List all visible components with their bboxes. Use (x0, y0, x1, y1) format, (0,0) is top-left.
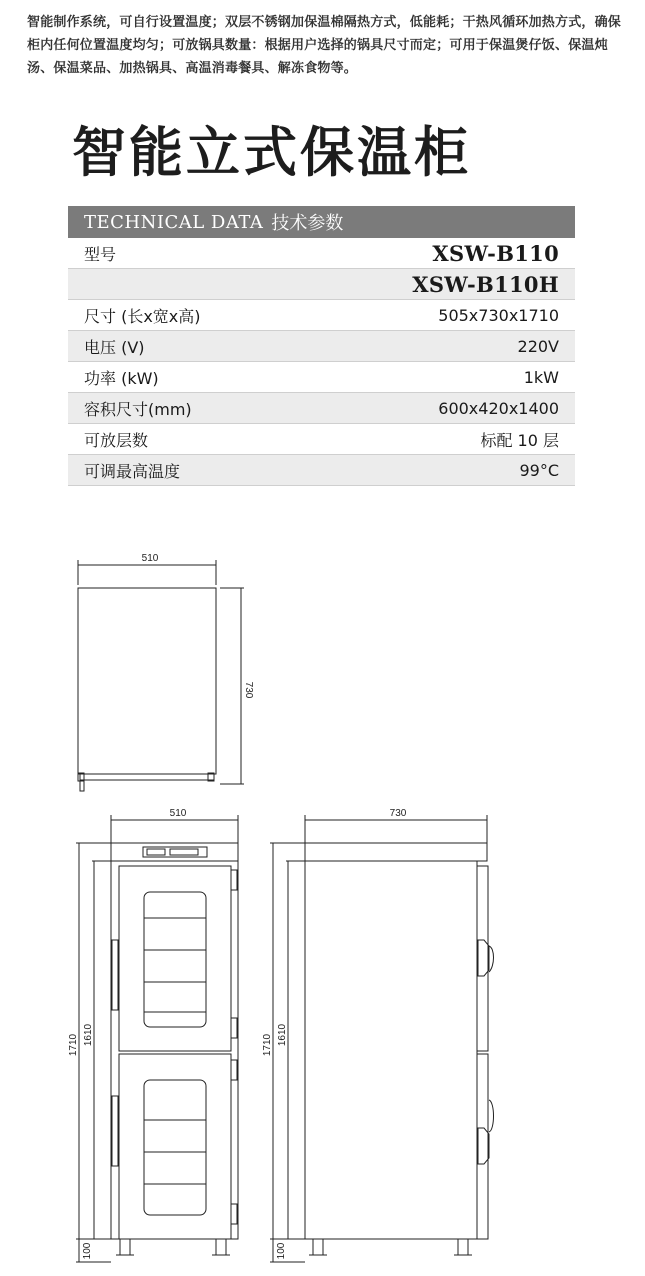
spec-header-en: TECHNICAL DATA (84, 211, 264, 233)
top-view-drawing (78, 560, 244, 791)
spec-value: 220V (517, 336, 559, 356)
spec-header-zh: 技术参数 (271, 213, 344, 234)
spec-label: 尺寸 (长x宽x高) (84, 306, 201, 326)
page-title: 智能立式保温柜 (72, 121, 471, 184)
side-view-drawing (270, 815, 494, 1262)
spec-value: 600x420x1400 (438, 398, 559, 418)
dim-top-depth: 730 (243, 681, 254, 699)
spec-label: 型号 (84, 244, 117, 264)
dim-front-leg: 100 (82, 1242, 93, 1260)
spec-label: 功率 (kW) (84, 368, 159, 388)
dim-side-leg: 100 (276, 1242, 287, 1260)
spec-value: XSW-B110 (432, 240, 559, 266)
spec-value: XSW-B110H (412, 271, 559, 297)
spec-value: 标配 10 层 (480, 430, 559, 450)
dim-side-depth: 730 (389, 808, 407, 819)
intro-paragraph: 智能制作系统，可自行设置温度；双层不锈钢加保温棉隔热方式，低能耗；干热风循环加热方式，确保柜内任何位置温度均匀；可放锅具数量：根据用户选择的锅具尺寸而定；可用于保温煲仔饭、保温炖汤、保温菜品、加热锅具、高温消毒餐具、解冻食物等。 (27, 15, 622, 76)
front-view-drawing (76, 815, 238, 1262)
spec-label: 可调最高温度 (84, 461, 181, 481)
spec-label: 可放层数 (84, 430, 149, 450)
dim-top-width: 510 (141, 553, 159, 564)
spec-value: 1kW (523, 367, 559, 387)
spec-value: 505x730x1710 (438, 305, 559, 325)
spec-label: 电压 (V) (84, 337, 145, 357)
dim-side-body-height: 1610 (277, 1023, 288, 1047)
dim-front-width: 510 (169, 808, 187, 819)
spec-label: 容积尺寸(mm) (84, 399, 192, 419)
dim-front-body-height: 1610 (83, 1023, 94, 1047)
dim-front-total-height: 1710 (68, 1033, 79, 1057)
spec-value: 99°C (519, 460, 559, 480)
dim-side-total-height: 1710 (262, 1033, 273, 1057)
